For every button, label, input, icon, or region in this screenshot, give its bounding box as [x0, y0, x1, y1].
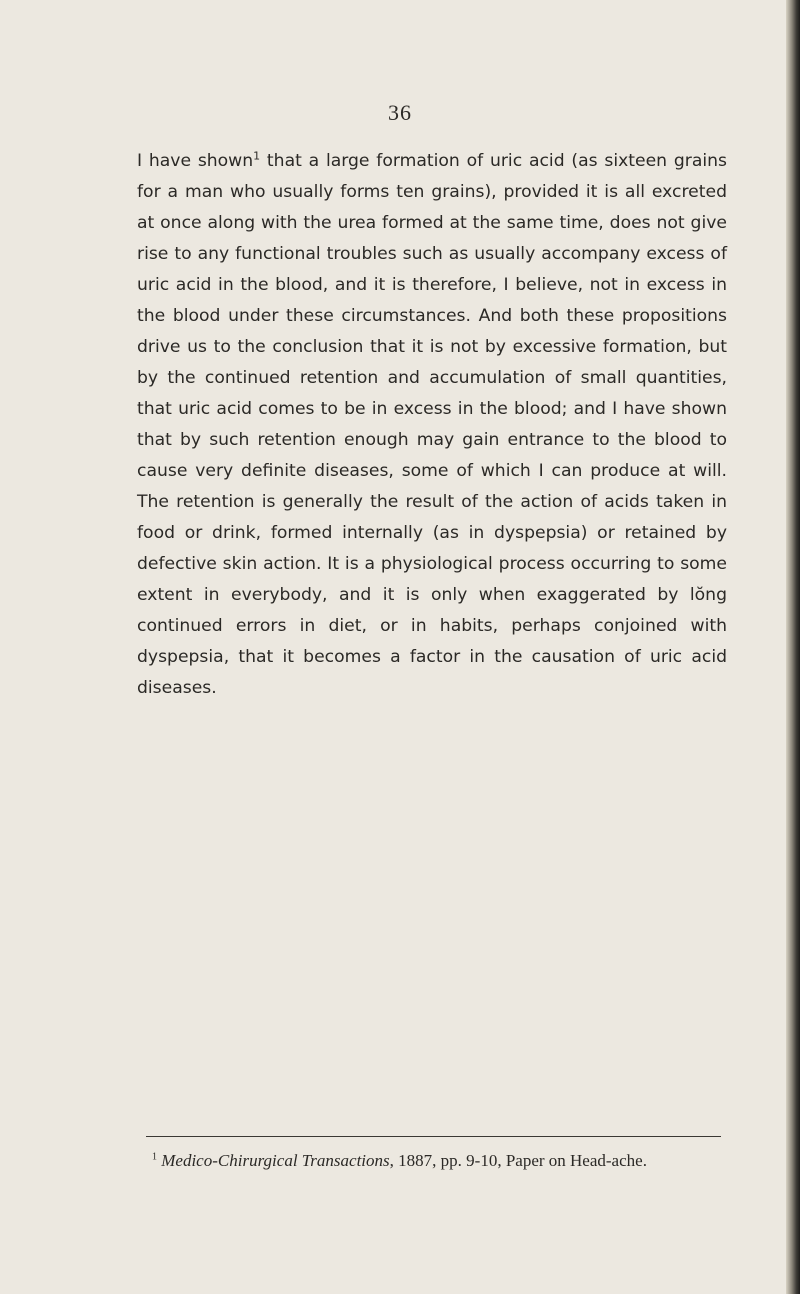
footnote-reference: 1 [253, 149, 261, 163]
footnote-source-title: Medico-Chirurgical Transactions [161, 1151, 390, 1170]
body-paragraph [137, 146, 727, 704]
footnote-rule [146, 1136, 721, 1137]
paragraph-text: that a large formation of uric acid (as sixteen grains for a man who usually forms ten grains), provided it is all excreted at once along with the urea formed at the same time, does not give rise to any functional troubles such as usually accompany excess of uric acid in the blood, and it is therefore, I believe, not in excess in the blood under these circumstances. And both these propositions drive us to the conclusion that it is not by excessive formation, but by the continued retention and accumulation of small quantities, that uric acid comes to be in excess in the blood; and I have shown that by such retention enough may gain entrance to the blood to cause very definite diseases, some of which I can produce at will. The retention is generally the result of the action of acids taken in food or drink, formed internally (as in dyspepsia) or retained by defective skin action. It is a physiological process occurring to some extent in everybody, and it is only when exaggerated by lŏng continued errors in diet, or in habits, perhaps conjoined with dyspepsia, that it becomes a factor in the causation of uric acid diseases. [137, 151, 727, 698]
page-number: 36 [388, 100, 412, 125]
page-edge-shadow [786, 0, 800, 1294]
footnote [134, 1150, 724, 1172]
footnote-source-details: , 1887, pp. 9-10, Paper on Head-ache. [389, 1151, 647, 1170]
footnote-mark: 1 [152, 1151, 157, 1163]
paragraph-lead: I have shown [137, 151, 254, 171]
